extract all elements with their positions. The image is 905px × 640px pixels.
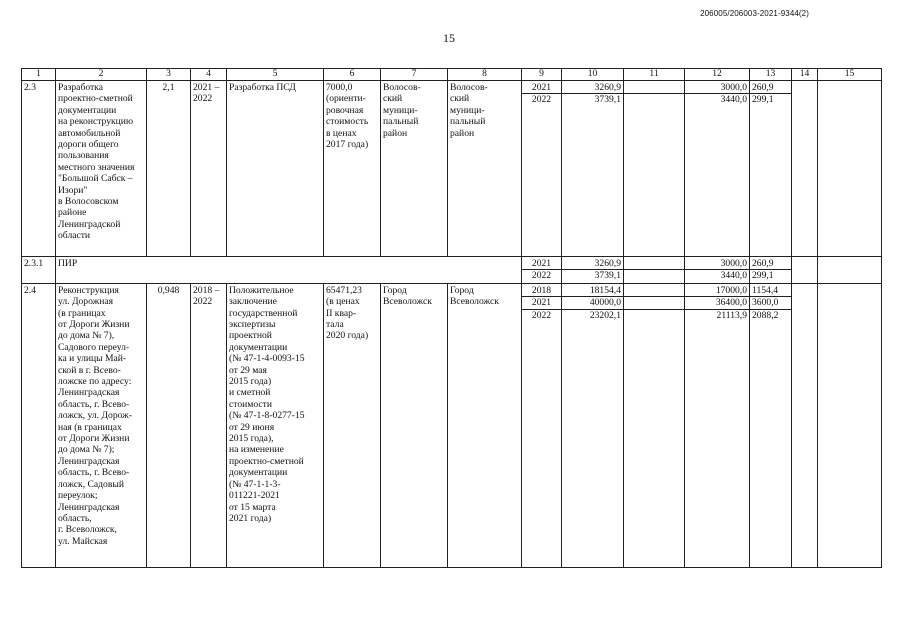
year: 2022 (522, 269, 561, 281)
total-value: 3739,1 (562, 93, 623, 105)
header-row (22, 69, 882, 81)
regional-cell (685, 283, 750, 567)
table-row-2-3-1 (22, 257, 882, 284)
local-value: 260,9 (752, 258, 774, 269)
row-number: 2.3.1 (22, 257, 56, 284)
local-cell (750, 257, 792, 284)
table-row-2-3 (22, 81, 882, 257)
regional-cell (685, 257, 750, 284)
col15-cell (818, 257, 882, 284)
data-table (21, 68, 882, 568)
col-header-15: 15 (818, 69, 882, 81)
local-value: 2088,2 (750, 309, 791, 321)
year: 2022 (522, 309, 561, 321)
row-number: 2.4 (22, 283, 56, 567)
col-header-10: 10 (562, 69, 624, 81)
total-cell (562, 257, 624, 284)
col-header-3: 3 (147, 69, 191, 81)
year: 2021 (522, 296, 561, 308)
basis: Разработка ПСД (227, 81, 324, 257)
local-value: 299,1 (750, 269, 791, 281)
year: 2022 (522, 93, 561, 105)
col-header-14: 14 (792, 69, 818, 81)
local-value: 1154,4 (752, 284, 779, 296)
regional-value: 3440,0 (685, 93, 749, 105)
col14-cell (792, 257, 818, 284)
local-value: 299,1 (750, 93, 791, 105)
col14-cell (792, 81, 818, 257)
local-cell (750, 81, 792, 257)
col-header-6: 6 (324, 69, 381, 81)
capacity-value: 0,948 (147, 283, 191, 567)
col-header-4: 4 (191, 69, 227, 81)
col-header-8: 8 (448, 69, 522, 81)
year: 2021 (531, 258, 552, 269)
col-header-2: 2 (56, 69, 147, 81)
col11-cell (624, 81, 685, 257)
customer: Город Всеволожск (448, 283, 522, 567)
col-header-7: 7 (381, 69, 448, 81)
total-value: 3739,1 (562, 269, 623, 281)
col15-cell (818, 81, 882, 257)
basis: Положительное заключение государственной экспертизы проектной документации (№ 47-1-4-0093-15 от 29 мая 2015 года) и сметной стоимости (№ 47-1-8-0277-15 от 29 июня 2015 года), на изменение проектно-сметной документации (№ 47-1-1-3- 011221-2021 от 15 марта 2021 года) (227, 283, 324, 567)
col-header-13: 13 (750, 69, 792, 81)
local-value: 260,9 (752, 82, 774, 93)
period: 2021 – 2022 (191, 81, 227, 257)
total-value: 18154,4 (589, 284, 621, 296)
total-value: 40000,0 (562, 296, 623, 308)
col14-cell (792, 283, 818, 567)
regional-value: 3000,0 (720, 82, 747, 93)
page-number: 15 (443, 31, 455, 45)
years-cell (522, 81, 562, 257)
regional-value: 3000,0 (720, 258, 747, 269)
regional-value: 3440,0 (685, 269, 749, 281)
cost: 7000,0 (ориенти- ровочная стоимость в ценах 2017 года) (324, 81, 381, 257)
years-cell (522, 257, 562, 284)
regional-value: 36400,0 (685, 296, 749, 308)
col-header-12: 12 (685, 69, 750, 81)
col-header-1: 1 (22, 69, 56, 81)
location: Город Всеволожск (381, 283, 448, 567)
local-value: 3600,0 (750, 296, 791, 308)
object-name: Разработка проектно-сметной документации на реконструкцию автомобильной дороги общего пользования местного значения "Большой Сабск – Изори" в Волосовском районе Ленинградской области (56, 81, 147, 257)
row-number: 2.3 (22, 81, 56, 257)
years-cell (522, 283, 562, 567)
period: 2018 – 2022 (191, 283, 227, 567)
total-value: 3260,9 (594, 258, 621, 269)
col-header-9: 9 (522, 69, 562, 81)
total-cell (562, 283, 624, 567)
cost: 65471,23 (в ценах II квар- тала 2020 года) (324, 283, 381, 567)
year: 2018 (531, 284, 552, 296)
col15-cell (818, 283, 882, 567)
total-value: 3260,9 (594, 82, 621, 93)
regional-value: 21113,9 (685, 309, 749, 321)
col-header-5: 5 (227, 69, 324, 81)
total-cell (562, 81, 624, 257)
location: Волосов- ский муници- пальный район (381, 81, 448, 257)
year: 2021 (531, 82, 552, 93)
col-header-11: 11 (624, 69, 685, 81)
table-row-2-4 (22, 283, 882, 567)
col11-cell (624, 257, 685, 284)
object-name: ПИР (56, 257, 522, 284)
local-cell (750, 283, 792, 567)
col11-cell (624, 283, 685, 567)
customer: Волосов- ский муници- пальный район (448, 81, 522, 257)
regional-value: 17000,0 (715, 284, 747, 296)
regional-cell (685, 81, 750, 257)
object-name: Реконструкция ул. Дорожная (в границах от Дороги Жизни до дома № 7), Садового переул- ка и улицы Май- ской в г. Всево- ложске по адресу: Ленинградская область, г. Всево- ложск, ул. Дорож- ная (в границах от Дороги Жизни до дома № 7); Ленинградская область, г. Всево- ложск, Садовый переулок; Ленинградская область, г. Всеволожск, ул. Майская (56, 283, 147, 567)
capacity-value: 2,1 (147, 81, 191, 257)
document-code: 206005/206003-2021-9344(2) (700, 9, 809, 18)
total-value: 23202,1 (562, 309, 623, 321)
